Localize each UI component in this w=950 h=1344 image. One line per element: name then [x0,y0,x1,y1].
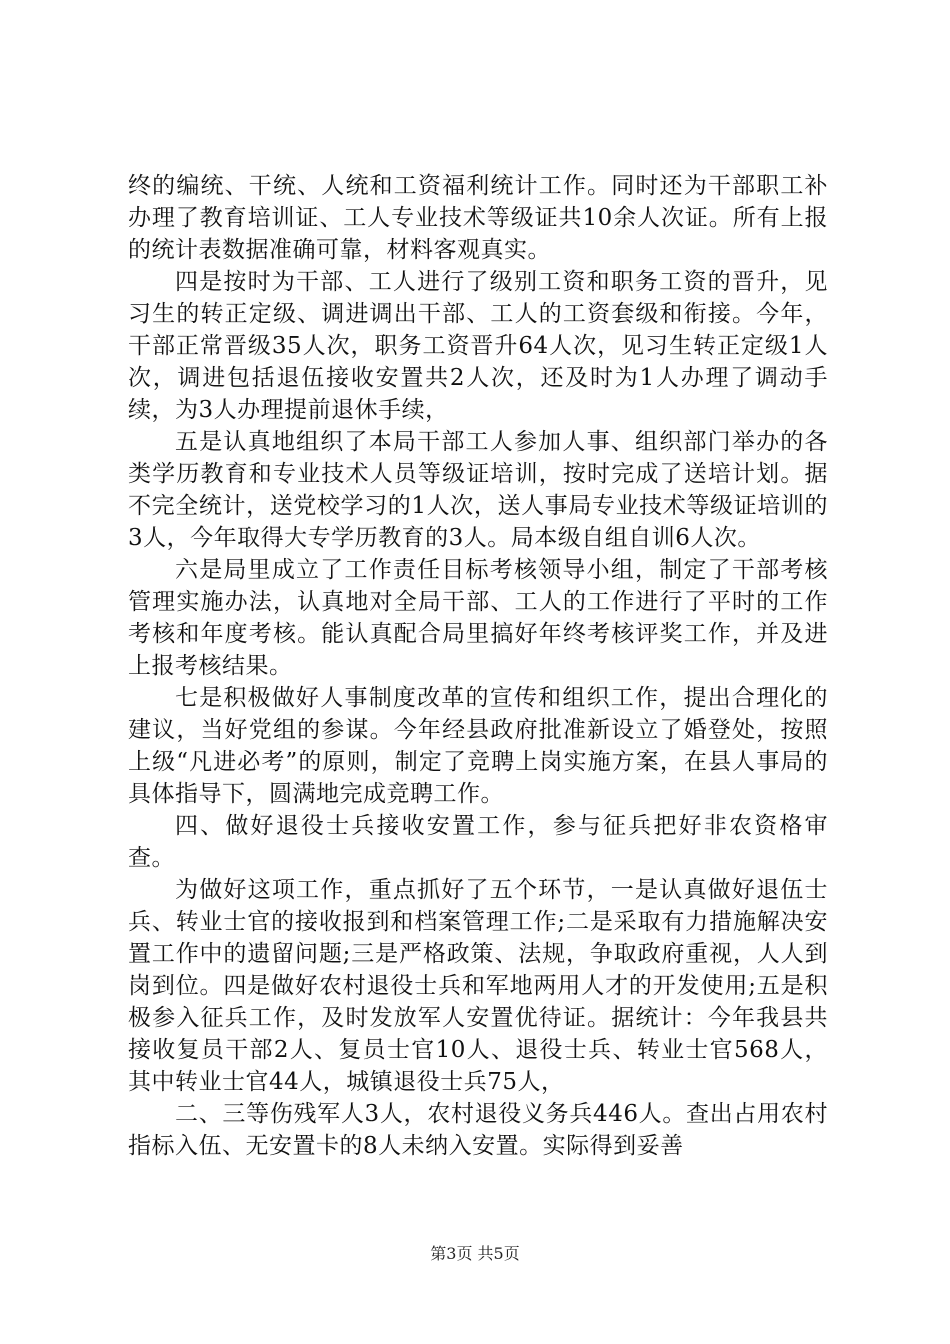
paragraph-1: 终的编统、干统、人统和工资福利统计工作。同时还为干部职工补办理了教育培训证、工人专业技术等级证共10余人次证。所有上报的统计表数据准确可靠，材料客观真实。 [128,173,828,263]
paragraph-7: 二、三等伤残军人3人，农村退役义务兵446人。查出占用农村指标入伍、无安置卡的8人未纳入安置。实际得到妥善 [128,1101,828,1159]
document-body [128,170,828,1162]
paragraph-3: 五是认真地组织了本局干部工人参加人事、组织部门举办的各类学历教育和专业技术人员等级证培训，按时完成了送培计划。据不完全统计，送党校学习的1人次，送人事局专业技术等级证培训的3人，今年取得大专学历教育的3人。局本级自组自训6人次。 [128,429,828,551]
paragraph-6: 为做好这项工作，重点抓好了五个环节，一是认真做好退伍士兵、转业士官的接收报到和档案管理工作;二是采取有力措施解决安置工作中的遗留问题;三是严格政策、法规，争取政府重视，人人到岗到位。四是做好农村退役士兵和军地两用人才的开发使用;五是积极参入征兵工作，及时发放军人安置优待证。据统计：今年我县共接收复员干部2人、复员士官10人、退役士兵、转业士官568人，其中转业士官44人，城镇退役士兵75人， [128,877,828,1095]
paragraph-2: 四是按时为干部、工人进行了级别工资和职务工资的晋升，见习生的转正定级、调进调出干部、工人的工资套级和衔接。今年，干部正常晋级35人次，职务工资晋升64人次，见习生转正定级1人次，调进包括退伍接收安置共2人次，还及时为1人办理了调动手续，为3人办理提前退休手续， [128,269,828,423]
page-number-footer: 第3页 共5页 [430,1244,520,1263]
section-heading-4: 四、做好退役士兵接收安置工作，参与征兵把好非农资格审查。 [128,813,828,871]
paragraph-5: 七是积极做好人事制度改革的宣传和组织工作，提出合理化的建议，当好党组的参谋。今年经县政府批准新设立了婚登处，按照上级“凡进必考”的原则，制定了竞聘上岗实施方案，在县人事局的具体指导下，圆满地完成竞聘工作。 [128,685,828,807]
paragraph-4: 六是局里成立了工作责任目标考核领导小组，制定了干部考核管理实施办法，认真地对全局干部、工人的工作进行了平时的工作考核和年度考核。能认真配合局里搞好年终考核评奖工作，并及进上报考核结果。 [128,557,828,679]
